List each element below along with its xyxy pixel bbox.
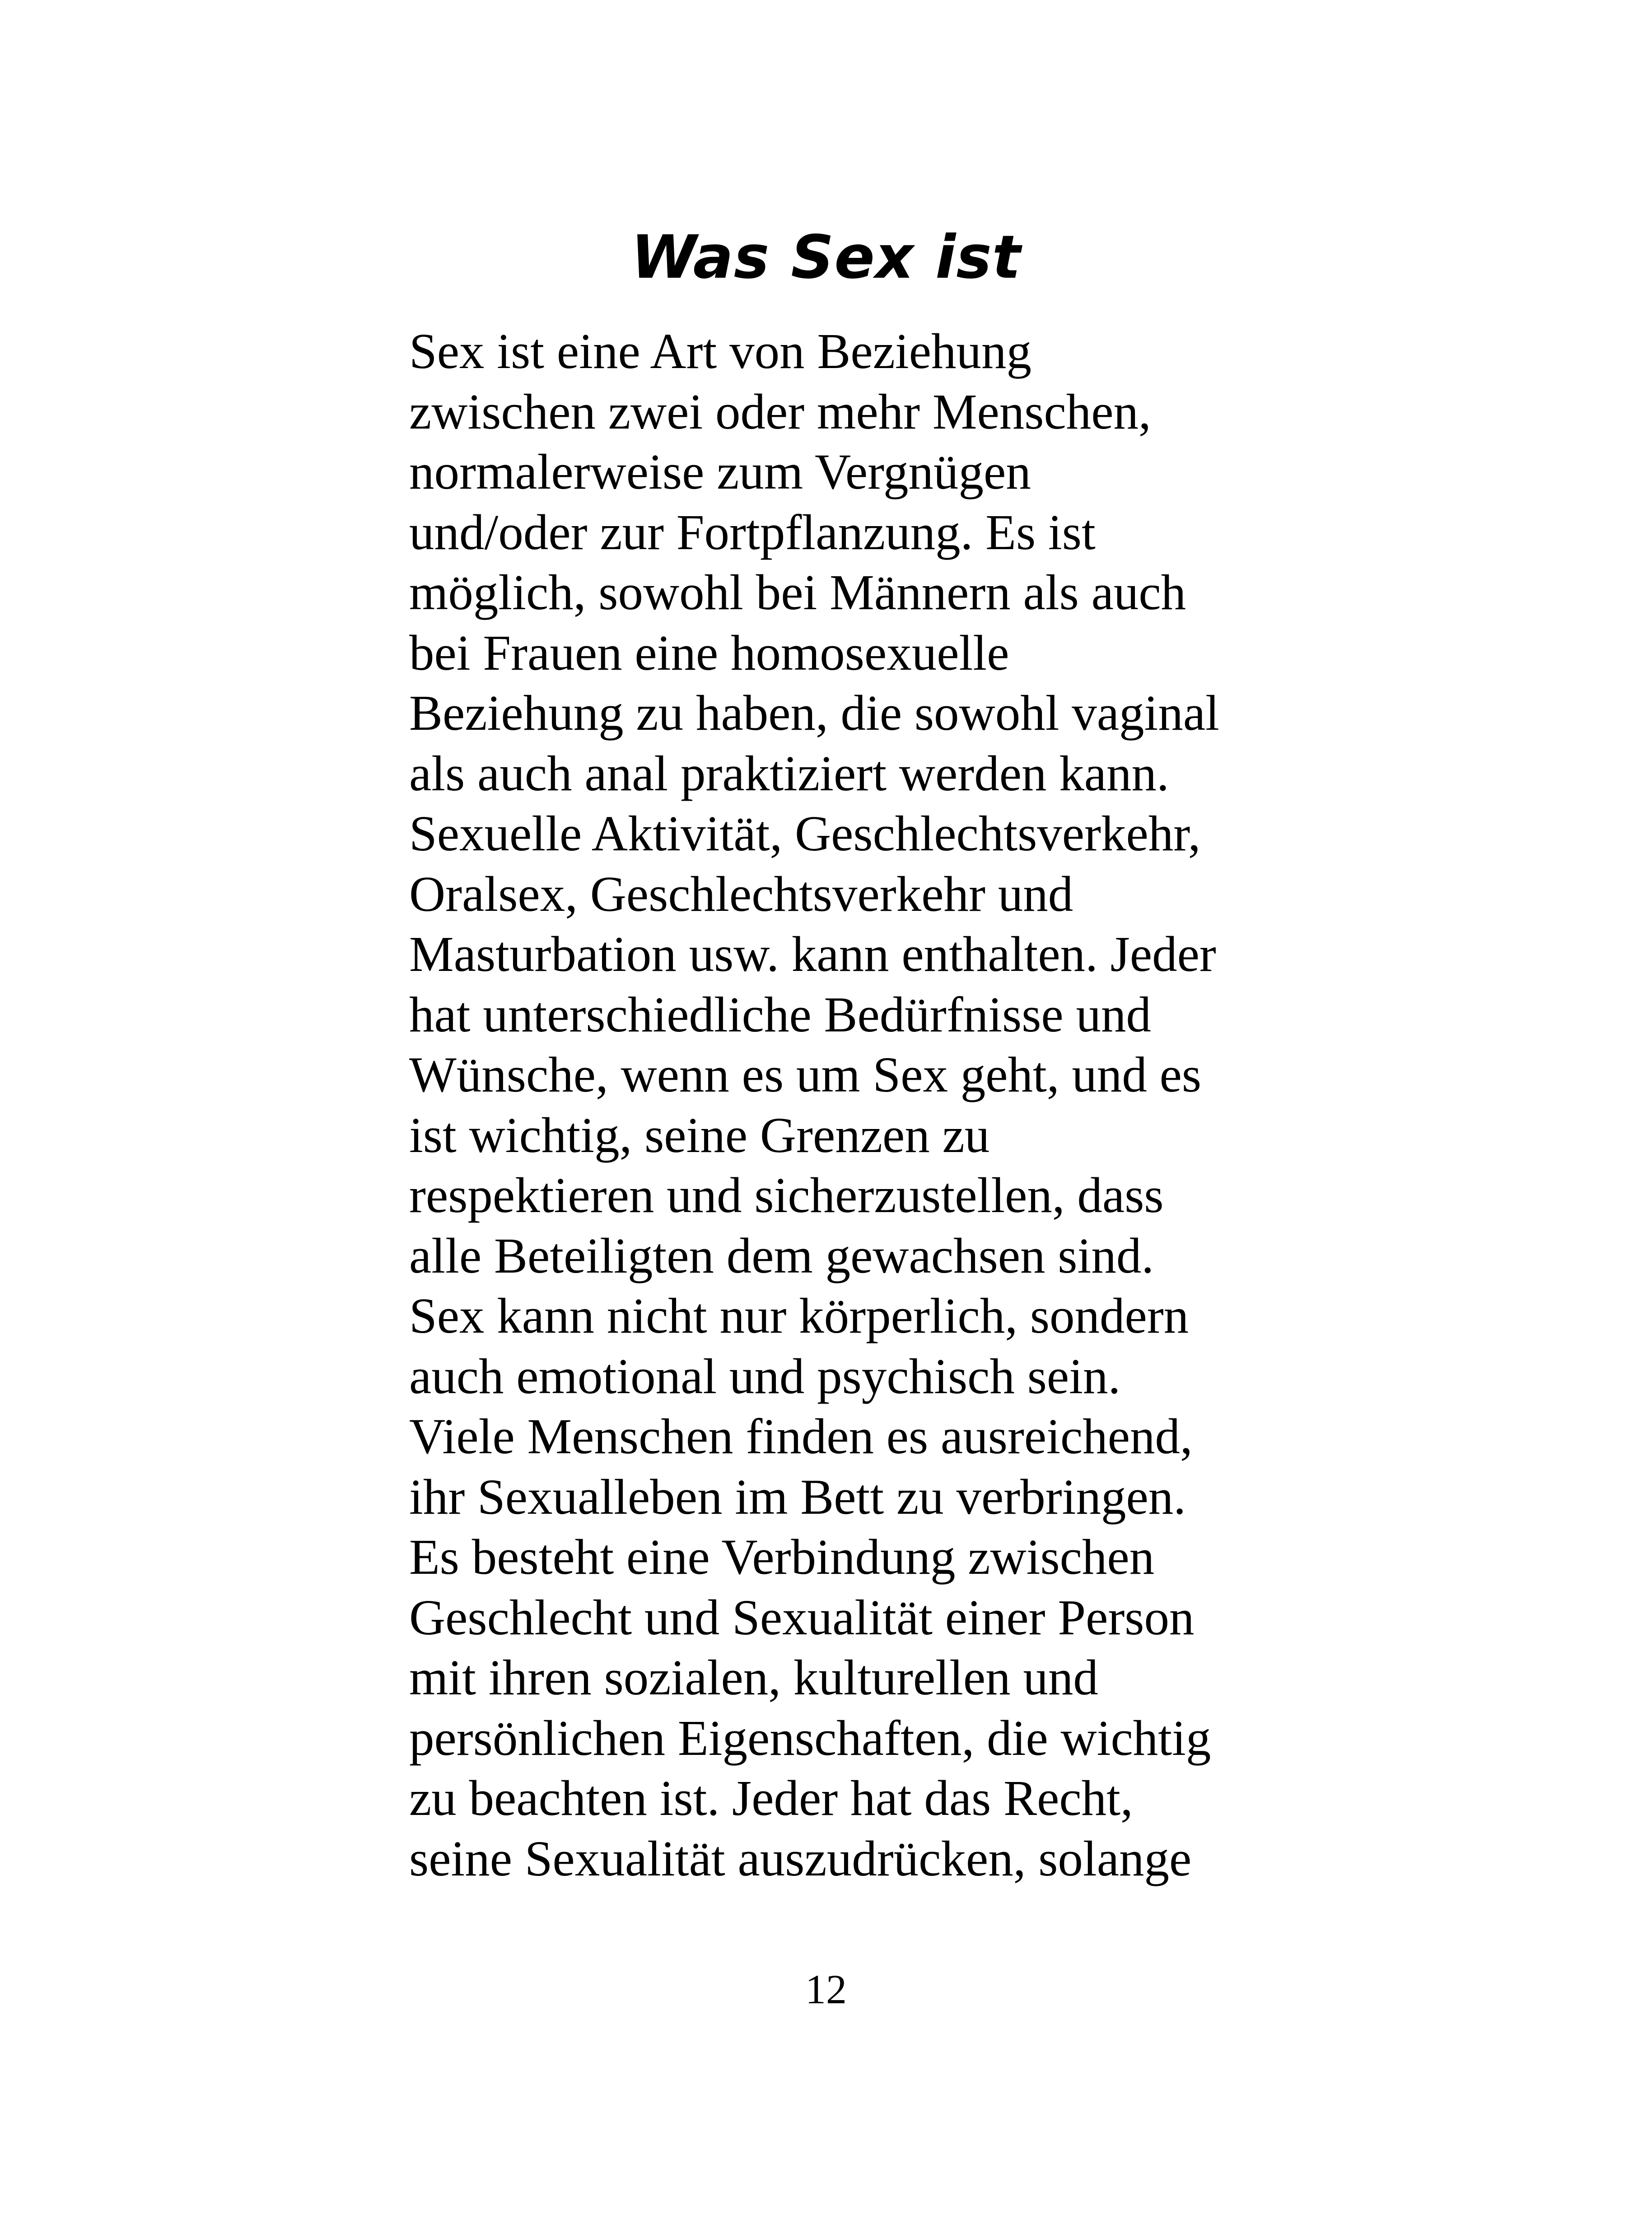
text-line: auch emotional und psychisch sein. (409, 1348, 1121, 1404)
page-title: Was Sex ist (631, 223, 1021, 292)
text-line: normalerweise zum Vergnügen (409, 444, 1031, 500)
page-number: 12 (805, 1966, 847, 2012)
text-line: Sex kann nicht nur körperlich, sondern (409, 1288, 1189, 1344)
text-line: ist wichtig, seine Grenzen zu (409, 1107, 990, 1163)
text-line: seine Sexualität auszudrücken, solange (409, 1831, 1192, 1887)
text-line: mit ihren sozialen, kulturellen und (409, 1650, 1098, 1706)
text-line: bei Frauen eine homosexuelle (409, 625, 1009, 681)
text-line: hat unterschiedliche Bedürfnisse und (409, 987, 1151, 1043)
text-line: Sex ist eine Art von Beziehung (409, 324, 1032, 379)
text-line: zwischen zwei oder mehr Menschen, (409, 384, 1151, 440)
text-line: alle Beteiligten dem gewachsen sind. (409, 1228, 1154, 1284)
text-line: respektieren und sicherzustellen, dass (409, 1168, 1164, 1223)
text-line: Viele Menschen finden es ausreichend, (409, 1409, 1193, 1465)
text-line: Geschlecht und Sexualität einer Person (409, 1590, 1195, 1646)
text-line: ihr Sexualleben im Bett zu verbringen. (409, 1469, 1186, 1525)
body-text (409, 322, 1312, 1889)
text-line: Wünsche, wenn es um Sex geht, und es (409, 1047, 1202, 1103)
text-line: persönlichen Eigenschaften, die wichtig (409, 1710, 1211, 1766)
text-line: zu beachten ist. Jeder hat das Recht, (409, 1771, 1133, 1826)
text-line: als auch anal praktiziert werden kann. (409, 746, 1169, 802)
text-line: Sexuelle Aktivität, Geschlechtsverkehr, (409, 806, 1201, 862)
text-line: und/oder zur Fortpflanzung. Es ist (409, 504, 1096, 560)
text-line: Masturbation usw. kann enthalten. Jeder (409, 927, 1216, 982)
text-line: Es besteht eine Verbindung zwischen (409, 1530, 1155, 1585)
text-line: möglich, sowohl bei Männern als auch (409, 565, 1186, 620)
text-line: Beziehung zu haben, die sowohl vaginal (409, 686, 1219, 741)
text-line: Oralsex, Geschlechtsverkehr und (409, 866, 1073, 922)
